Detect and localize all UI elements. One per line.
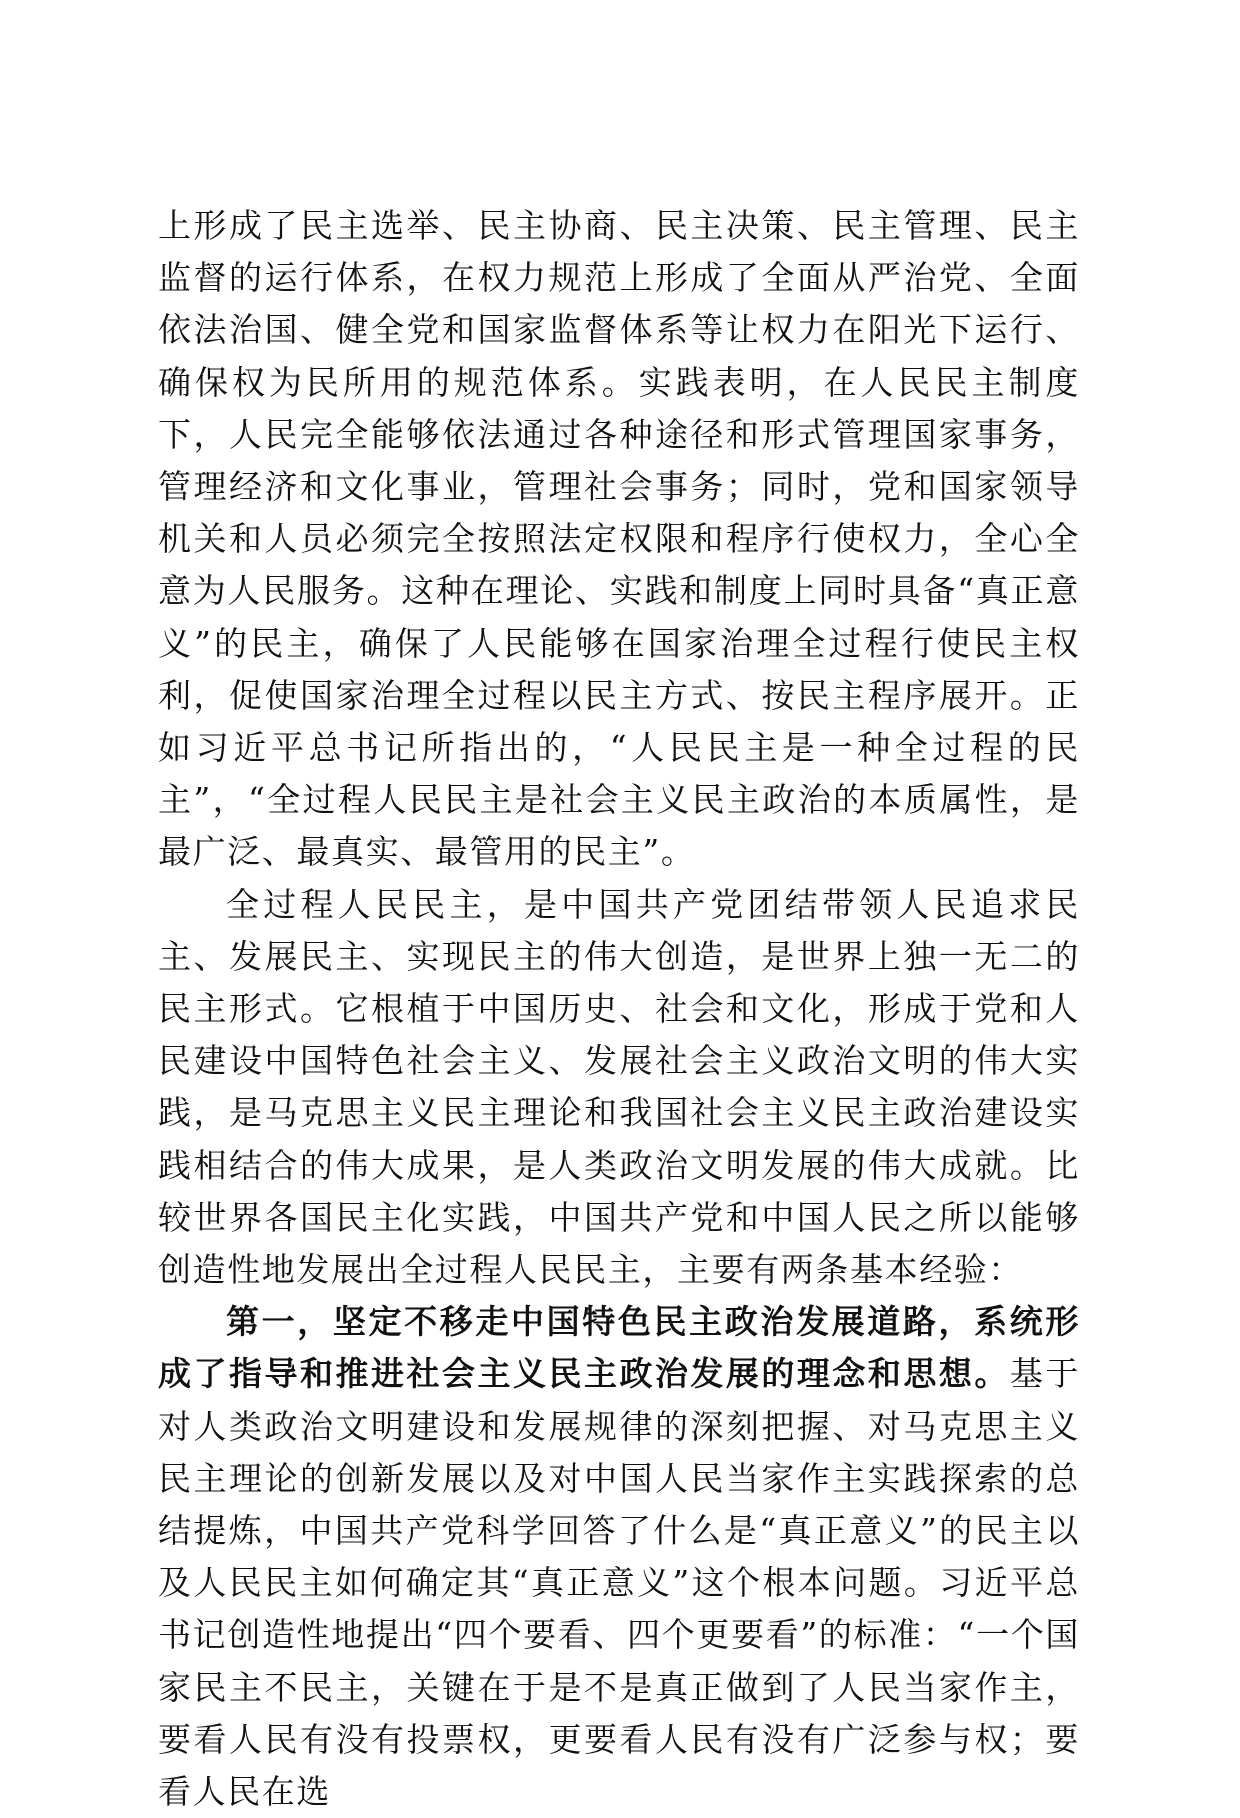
paragraph-text: 全过程人民民主，是中国共产党团结带领人民追求民主、发展民主、实现民主的伟大创造，是世界上独一无二的民主形式。它根植于中国历史、社会和文化，形成于党和人民建设中国特色社会主义、发展社会主义政治文明的伟大实践，是马克思主义民主理论和我国社会主义民主政治建设实践相结合的伟大成果，是人类政治文明发展的伟大成就。比较世界各国民主化实践，中国共产党和中国人民之所以能够创造性地发展出全过程人民民主，主要有两条基本经验：: [158, 884, 1080, 1290]
paragraph-text: 上形成了民主选举、民主协商、民主决策、民主管理、民主监督的运行体系，在权力规范上形成了全面从严治党、全面依法治国、健全党和国家监督体系等让权力在阳光下运行、确保权为民所用的规范体系。实践表明，在人民民主制度下，人民完全能够依法通过各种途径和形式管理国家事务，管理经济和文化事业，管理社会事务；同时，党和国家领导机关和人员必须完全按照法定权限和程序行使权力，全心全意为人民服务。这种在理论、实践和制度上同时具备“真正意义”的民主，确保了人民能够在国家治理全过程行使民主权利，促使国家治理全过程以民主方式、按民主程序展开。正如习近平总书记所指出的，“人民民主是一种全过程的民主”，“全过程人民民主是社会主义民主政治的本质属性，是最广泛、最真实、最管用的民主”。: [158, 206, 1080, 872]
paragraph-continuation: [158, 200, 1080, 879]
paragraph-whole-process-democracy: [158, 879, 1080, 1297]
paragraph-bold-lead: 第一，坚定不移走中国特色民主政治发展道路，系统形成了指导和推进社会主义民主政治发展的理念和思想。: [158, 1302, 1080, 1394]
paragraph-text: 基于对人类政治文明建设和发展规律的深刻把握、对马克思主义民主理论的创新发展以及对中国人民当家作主实践探索的总结提炼，中国共产党科学回答了什么是“真正意义”的民主以及人民民主如何确定其“真正意义”这个根本问题。习近平总书记创造性地提出“四个要看、四个更要看”的标准：“一个国家民主不民主，关键在于是不是真正做到了人民当家作主，要看人民有没有投票权，更要看人民有没有广泛参与权；要看人民在选: [158, 1354, 1081, 1812]
body-text: [158, 200, 1080, 1818]
paragraph-first-experience: [158, 1296, 1080, 1818]
